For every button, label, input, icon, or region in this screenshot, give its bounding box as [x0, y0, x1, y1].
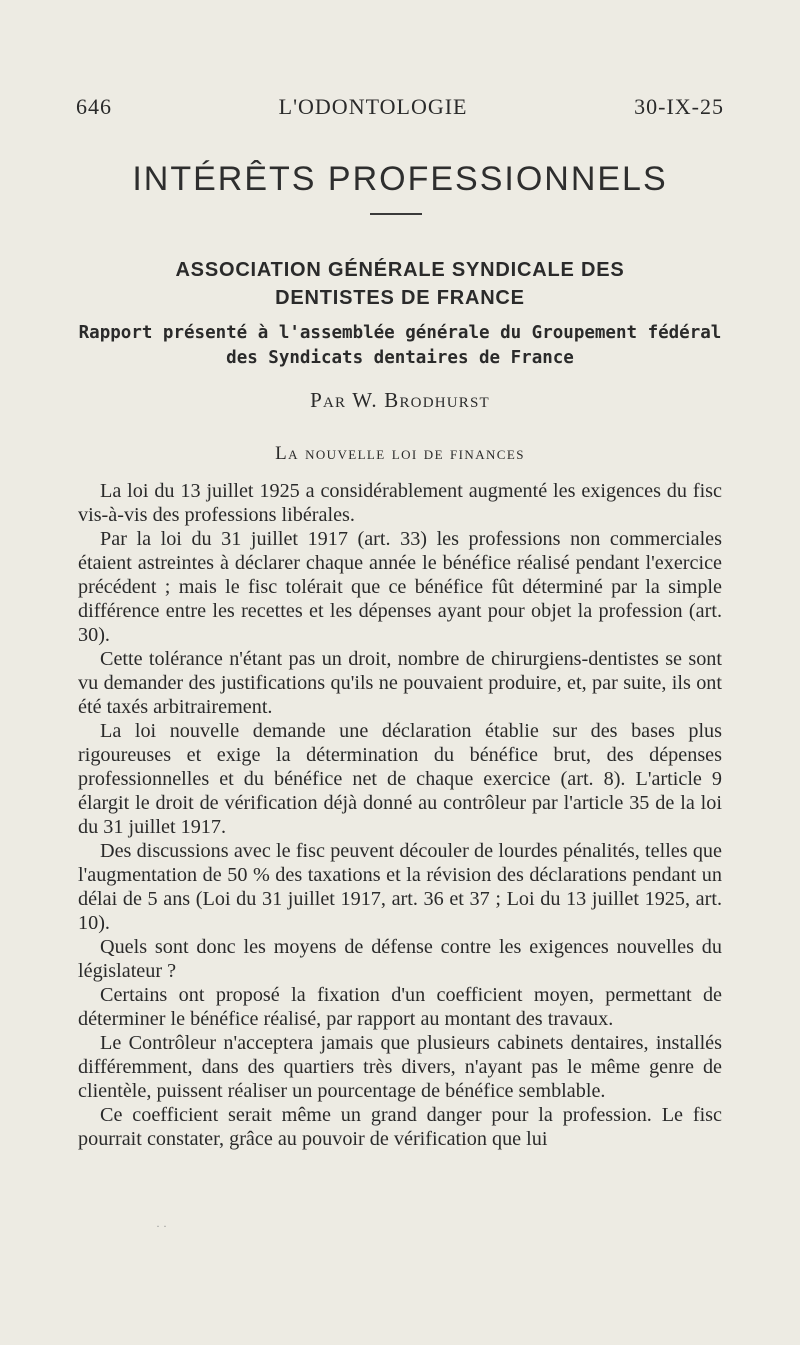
- subheading: La nouvelle loi de finances: [275, 443, 525, 464]
- paragraph: Le Contrôleur n'acceptera jamais que plusieurs cabinets dentaires, installés différemment, dans des quartiers très divers, n'ayant pas le même genre de clientèle, puissent réaliser un pourcentage de bénéfice semblable.: [78, 1032, 722, 1102]
- paragraph: Quels sont donc les moyens de défense contre les exigences nouvelles du législateur ?: [78, 936, 722, 982]
- running-header: [76, 94, 724, 120]
- paragraph: Par la loi du 31 juillet 1917 (art. 33) les professions non commerciales étaient astreintes à déclarer chaque année le bénéfice réalisé pendant l'exercice précédent ; mais le fisc tolérait que ce bénéfice fût déterminé par la simple différence entre les recettes et les dépenses ayant pour objet la profession (art. 30).: [78, 528, 722, 646]
- article-body: [78, 479, 722, 1151]
- page-number: 646: [76, 94, 112, 119]
- report-line-1: Rapport présenté à l'assemblée générale du Groupement fédéral: [78, 323, 722, 343]
- section-title: INTÉRÊTS PROFESSIONNELS: [132, 160, 668, 198]
- report-line-2: des Syndicats dentaires de France: [226, 348, 574, 368]
- paragraph: La loi du 13 juillet 1925 a considérablement augmenté les exigences du fisc vis-à-vis des professions libérales.: [78, 480, 722, 526]
- journal-title: L'ODONTOLOGIE: [278, 94, 468, 119]
- paragraph: Cette tolérance n'étant pas un droit, nombre de chirurgiens-dentistes se sont vu demander des justifications qu'ils ne pouvaient produire, et, par suite, ils ont été taxés arbitrairement.: [78, 648, 722, 718]
- title-divider: [370, 213, 422, 215]
- report-heading: [60, 321, 740, 371]
- author-byline: Par W. Brodhurst: [310, 388, 490, 412]
- paragraph: La loi nouvelle demande une déclaration établie sur des bases plus rigoureuses et exige la détermination du bénéfice brut, des dépenses professionnelles et du bénéfice net de chaque exercice (art. 8). L'article 9 élargit le droit de vérification déjà donné au contrôleur par l'article 35 de la loi du 31 juillet 1917.: [78, 720, 722, 838]
- paragraph: Des discussions avec le fisc peuvent découler de lourdes pénalités, telles que l'augmentation de 50 % des taxations et la révision des déclarations pendant un délai de 5 ans (Loi du 31 juillet 1917, art. 36 et 37 ; Loi du 13 juillet 1925, art. 10).: [78, 840, 722, 934]
- association-line-2: DENTISTES DE FRANCE: [275, 287, 525, 309]
- association-line-1: ASSOCIATION GÉNÉRALE SYNDICALE DES: [175, 259, 625, 281]
- print-speck: · ·: [156, 1219, 167, 1233]
- paragraph: Certains ont proposé la fixation d'un coefficient moyen, permettant de déterminer le bénéfice réalisé, par rapport au montant des travaux.: [78, 984, 722, 1030]
- issue-date: 30-IX-25: [634, 94, 724, 119]
- paragraph: Ce coefficient serait même un grand danger pour la profession. Le fisc pourrait constater, grâce au pouvoir de vérification que lui: [78, 1104, 722, 1150]
- association-heading: [60, 256, 740, 312]
